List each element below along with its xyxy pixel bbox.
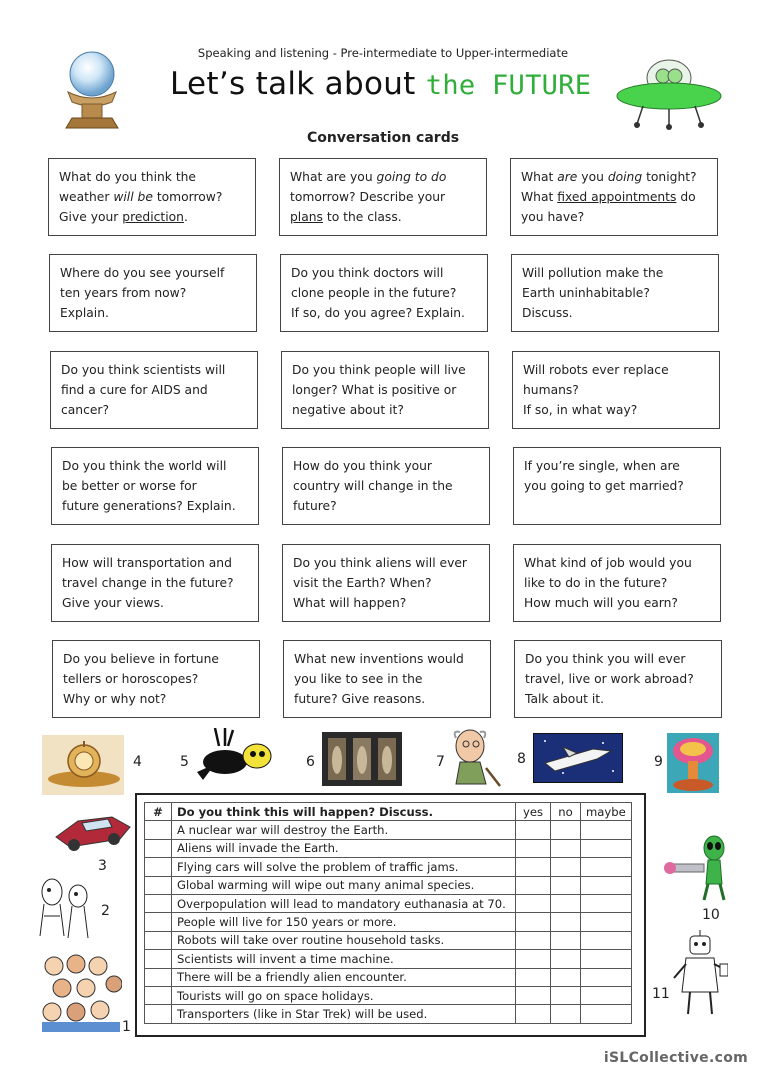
yes-cell[interactable] [516,986,551,1004]
picture-number-10: 10 [702,907,720,923]
no-cell[interactable] [551,858,581,876]
no-cell[interactable] [551,931,581,949]
survey-statement: A nuclear war will destroy the Earth. [172,821,516,839]
aliens-icon [32,876,98,946]
conversation-card-9: Will robots ever replace humans? If so, in what way? [512,351,720,429]
yes-cell[interactable] [516,821,551,839]
survey-statement: Robots will take over routine household tasks. [172,931,516,949]
table-row [145,950,632,968]
conversation-card-2 [279,158,487,236]
conversation-card-1 [48,158,256,236]
survey-statement: Overpopulation will lead to mandatory euthanasia at 70. [172,894,516,912]
survey-statement: Transporters (like in Star Trek) will be used. [172,1005,516,1023]
time-machine-icon [42,735,124,799]
col-hash: # [145,803,172,821]
maybe-cell[interactable] [581,894,632,912]
survey-statement: Flying cars will solve the problem of traffic jams. [172,858,516,876]
no-cell[interactable] [551,894,581,912]
no-cell[interactable] [551,913,581,931]
worksheet-title [170,66,591,102]
no-cell[interactable] [551,839,581,857]
card-line: What are you doing tonight? [521,170,697,184]
worksheet-subtitle: Speaking and listening - Pre-intermediate to Upper-intermediate [197,46,569,60]
conversation-card-13: How will transportation and travel change in the future? Give your views. [51,544,259,622]
picture-number-7: 7 [436,754,445,770]
no-cell[interactable] [551,821,581,839]
bird-creature-icon [195,728,275,788]
card-line: plans to the class. [290,210,402,224]
picture-number-8: 8 [517,751,526,767]
title-main: Let’s talk about [170,66,426,102]
conversation-card-12: If you’re single, when are you going to get married? [513,447,721,525]
maybe-cell[interactable] [581,950,632,968]
maybe-cell[interactable] [581,821,632,839]
maybe-cell[interactable] [581,858,632,876]
maybe-cell[interactable] [581,1005,632,1023]
survey-table [144,802,632,1024]
table-row [145,913,632,931]
table-row [145,858,632,876]
section-heading: Conversation cards [306,130,460,146]
yes-cell[interactable] [516,968,551,986]
conversation-card-18: Do you think you will ever travel, live or work abroad? Talk about it. [514,640,722,718]
table-row [145,968,632,986]
conversation-card-5: Do you think doctors will clone people in the future? If so, do you agree? Explain. [280,254,488,332]
maybe-cell[interactable] [581,839,632,857]
survey-statement: There will be a friendly alien encounter. [172,968,516,986]
picture-number-5: 5 [180,754,189,770]
picture-number-2: 2 [101,903,110,919]
conversation-card-8: Do you think people will live longer? What is positive or negative about it? [281,351,489,429]
yes-cell[interactable] [516,876,551,894]
conversation-card-11: How do you think your country will change in the future? [282,447,490,525]
survey-statement: Aliens will invade the Earth. [172,839,516,857]
picture-number-1: 1 [122,1019,131,1035]
old-man-icon [446,728,504,794]
table-row [145,839,632,857]
maybe-cell[interactable] [581,931,632,949]
table-row [145,894,632,912]
table-row [145,876,632,894]
conversation-card-16: Do you believe in fortune tellers or horoscopes? Why or why not? [52,640,260,718]
flying-car-icon [50,803,134,863]
yes-cell[interactable] [516,858,551,876]
picture-number-4: 4 [133,754,142,770]
survey-statement: Tourists will go on space holidays. [172,986,516,1004]
picture-number-9: 9 [654,754,663,770]
card-line: weather will be tomorrow? [59,190,223,204]
card-line: tomorrow? Describe your [290,190,446,204]
no-cell[interactable] [551,986,581,1004]
survey-statement: People will live for 150 years or more. [172,913,516,931]
conversation-card-17: What new inventions would you like to see in the future? Give reasons. [283,640,491,718]
col-no: no [551,803,581,821]
conversation-card-7: Do you think scientists will find a cure for AIDS and cancer? [50,351,258,429]
title-accent: the FUTURE [425,70,592,101]
conversation-card-14: Do you think aliens will ever visit the Earth? When? What will happen? [282,544,490,622]
maybe-cell[interactable] [581,913,632,931]
survey-statement: Global warming will wipe out many animal species. [172,876,516,894]
survey-header-row [145,803,632,821]
no-cell[interactable] [551,1005,581,1023]
card-line: What do you think the [59,170,196,184]
picture-number-3: 3 [98,858,107,874]
crystal-ball-icon [56,48,128,136]
conversation-card-3 [510,158,718,236]
card-line: What are you going to do [290,170,447,184]
conversation-card-6: Will pollution make the Earth uninhabitable? Discuss. [511,254,719,332]
table-row [145,1005,632,1023]
picture-number-11: 11 [652,986,670,1002]
teleporter-icon [322,732,402,790]
no-cell[interactable] [551,950,581,968]
col-yes: yes [516,803,551,821]
yes-cell[interactable] [516,931,551,949]
table-row [145,931,632,949]
space-shuttle-icon [533,733,623,787]
yes-cell[interactable] [516,839,551,857]
conversation-card-4: Where do you see yourself ten years from now? Explain. [49,254,257,332]
card-line: What fixed appointments do [521,190,696,204]
card-line: you have? [521,210,585,224]
table-row [145,821,632,839]
conversation-card-10: Do you think the world will be better or worse for future generations? Explain. [51,447,259,525]
survey-statement: Scientists will invent a time machine. [172,950,516,968]
robot-butler-icon [672,930,728,1020]
maybe-cell[interactable] [581,876,632,894]
col-maybe: maybe [581,803,632,821]
no-cell[interactable] [551,968,581,986]
yes-cell[interactable] [516,1005,551,1023]
crowd-icon [40,954,122,1038]
yes-cell[interactable] [516,950,551,968]
picture-number-6: 6 [306,754,315,770]
maybe-cell[interactable] [581,986,632,1004]
col-question: Do you think this will happen? Discuss. [172,803,516,821]
card-line: Give your prediction. [59,210,188,224]
green-alien-icon [662,834,734,908]
no-cell[interactable] [551,876,581,894]
survey-table-frame [135,793,646,1037]
yes-cell[interactable] [516,894,551,912]
table-row [145,986,632,1004]
site-watermark: iSLCollective.com [603,1050,748,1066]
ufo-alien-icon [613,58,725,134]
maybe-cell[interactable] [581,968,632,986]
mushroom-cloud-icon [667,733,719,797]
yes-cell[interactable] [516,913,551,931]
conversation-card-15: What kind of job would you like to do in the future? How much will you earn? [513,544,721,622]
